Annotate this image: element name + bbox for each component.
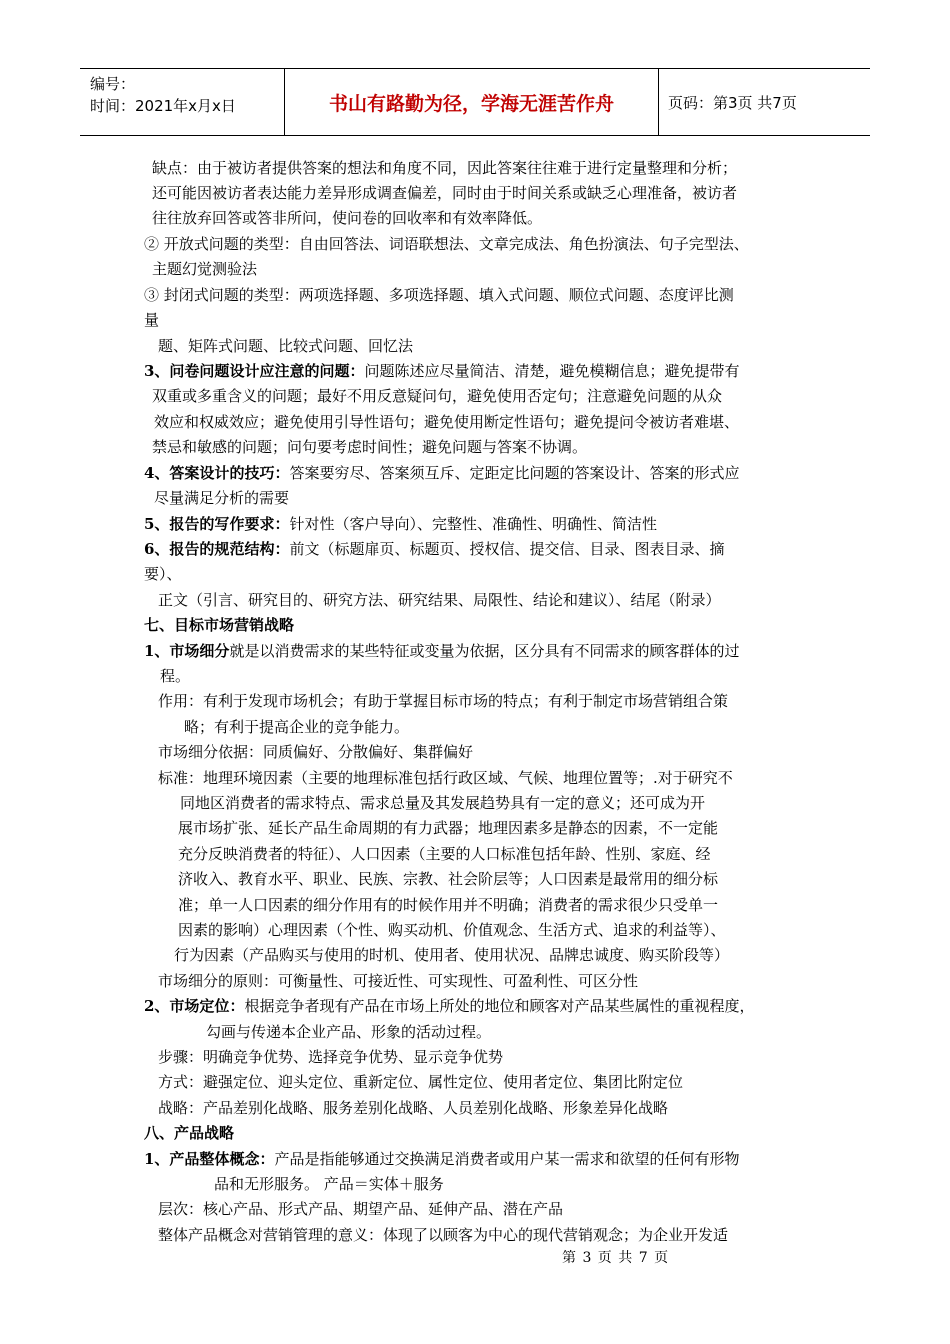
text-line <box>158 971 638 991</box>
heading-label: 八、产品战略 <box>144 1124 235 1142</box>
line-text: 行为因素（产品购买与使用的时机、使用者、使用状况、品牌忠诚度、购买阶段等） <box>174 946 730 964</box>
text-line <box>158 1225 728 1245</box>
text-line <box>158 1047 503 1067</box>
line-text: 步骤：明确竞争优势、选择竞争优势、显示竞争优势 <box>158 1048 504 1066</box>
line-text: 禁忌和敏感的问题；问句要考虑时间性；避免问题与答案不协调。 <box>152 438 588 456</box>
page-header <box>80 68 870 136</box>
line-text: 就是以消费需求的某些特征或变量为依据，区分具有不同需求的顾客群体的过 <box>229 642 740 660</box>
text-line <box>152 386 722 406</box>
text-line <box>144 996 754 1016</box>
text-line <box>144 514 657 534</box>
line-text: 略；有利于提高企业的竞争能力。 <box>184 718 410 736</box>
line-text: 问题陈述应尽量简洁、清楚，避免模糊信息；避免提带有 <box>364 362 740 380</box>
line-text: 同地区消费者的需求特点、需求总量及其发展趋势具有一定的意义；还可成为开 <box>180 794 706 812</box>
text-line <box>144 539 724 559</box>
text-line <box>152 208 542 228</box>
line-text: 正文（引言、研究目的、研究方法、研究结果、局限性、结论和建议）、结尾（附录） <box>158 591 721 609</box>
heading-label: 4、答案设计的技巧： <box>144 464 290 482</box>
text-line <box>144 463 739 483</box>
text-line <box>180 793 705 813</box>
text-line <box>174 945 729 965</box>
text-line <box>158 1199 563 1219</box>
line-text: 标准：地理环境因素（主要的地理标准包括行政区域、气候、地理位置等；.对于研究不 <box>158 769 733 787</box>
line-text: 题、矩阵式问题、比较式问题、回忆法 <box>158 337 414 355</box>
text-line <box>144 361 739 381</box>
line-text: 品和无形服务。 产品＝实体＋服务 <box>214 1175 444 1193</box>
text-line <box>214 1174 444 1194</box>
line-text: 准；单一人口因素的细分作用有的时候作用并不明确；消费者的需求很少只受单一 <box>178 896 719 914</box>
text-line <box>144 310 159 330</box>
text-line <box>144 1123 234 1143</box>
text-line <box>152 259 257 279</box>
line-text: 战略：产品差别化战略、服务差别化战略、人员差别化战略、形象差异化战略 <box>158 1099 669 1117</box>
heading-label: 七、目标市场营销战略 <box>144 616 295 634</box>
text-line <box>184 717 409 737</box>
line-text: 方式：避强定位、迎头定位、重新定位、属性定位、使用者定位、集团比附定位 <box>158 1073 684 1091</box>
date-label: 时间：2021年x月x日 <box>90 97 236 115</box>
line-text: 量 <box>144 311 160 329</box>
line-text: 往往放弃回答或答非所问，使问卷的回收率和有效率降低。 <box>152 209 543 227</box>
text-line <box>178 869 718 889</box>
text-line <box>152 183 737 203</box>
heading-label: 3、问卷问题设计应注意的问题： <box>144 362 365 380</box>
text-line <box>158 691 728 711</box>
text-line <box>158 1098 668 1118</box>
line-text: 勾画与传递本企业产品、形象的活动过程。 <box>206 1023 492 1041</box>
header-divider <box>658 69 659 135</box>
heading-label: 1、产品整体概念： <box>144 1150 275 1168</box>
line-text: 答案要穷尽、答案须互斥、定距定比问题的答案设计、答案的形式应 <box>289 464 740 482</box>
heading-label: 2、市场定位： <box>144 997 245 1015</box>
text-line <box>158 590 721 610</box>
line-text: 作用：有利于发现市场机会；有助于掌握目标市场的特点；有利于制定市场营销组合策 <box>158 692 729 710</box>
text-line <box>144 234 749 254</box>
line-text: 要）、 <box>144 565 182 583</box>
line-text: 缺点：由于被访者提供答案的想法和角度不同，因此答案往往难于进行定量整理和分析； <box>152 159 738 177</box>
text-line <box>154 488 289 508</box>
line-text: 市场细分的原则：可衡量性、可接近性、可实现性、可盈利性、可区分性 <box>158 972 639 990</box>
line-text: 层次：核心产品、形式产品、期望产品、延伸产品、潜在产品 <box>158 1200 564 1218</box>
header-meta <box>90 73 236 117</box>
text-line <box>152 158 737 178</box>
text-line <box>144 564 182 584</box>
text-line <box>178 844 711 864</box>
line-text: 针对性（客户导向）、完整性、准确性、明确性、简洁性 <box>289 515 657 533</box>
line-text: 因素的影响）心理因素（个性、购买动机、价值观念、生活方式、追求的利益等）、 <box>178 921 726 939</box>
text-line <box>160 666 190 686</box>
text-line <box>158 742 473 762</box>
text-line <box>158 336 413 356</box>
heading-label: 1、市场细分 <box>144 642 230 660</box>
line-text: 产品是指能够通过交换满足消费者或用户某一需求和欲望的任何有形物 <box>274 1150 740 1168</box>
text-line <box>178 818 718 838</box>
line-text: ② 开放式问题的类型：自由回答法、词语联想法、文章完成法、角色扮演法、句子完型法、 <box>144 235 749 253</box>
text-line <box>178 920 726 940</box>
line-text: 双重或多重含义的问题；最好不用反意疑问句，避免使用否定句；注意避免问题的从众 <box>152 387 723 405</box>
line-text: 展市场扩张、延长产品生命周期的有力武器；地理因素多是静态的因素，不一定能 <box>178 819 719 837</box>
line-text: 济收入、教育水平、职业、民族、宗教、社会阶层等；人口因素是最常用的细分标 <box>178 870 719 888</box>
text-line <box>178 895 718 915</box>
text-line <box>206 1022 491 1042</box>
heading-label: 6、报告的规范结构： <box>144 540 290 558</box>
header-page-label: 页码：第3页 共7页 <box>668 94 797 112</box>
line-text: 程。 <box>160 667 191 685</box>
text-line <box>144 615 294 635</box>
line-text: 根据竞争者现有产品在市场上所处的地位和顾客对产品某些属性的重视程度， <box>244 997 755 1015</box>
line-text: 尽量满足分析的需要 <box>154 489 290 507</box>
number-label: 编号： <box>90 75 136 93</box>
text-line <box>144 285 734 305</box>
line-text: 前文（标题扉页、标题页、授权信、提交信、目录、图表目录、摘 <box>289 540 725 558</box>
line-text: 还可能因被访者表达能力差异形成调查偏差，同时由于时间关系或缺乏心理准备，被访者 <box>152 184 738 202</box>
heading-label: 5、报告的写作要求： <box>144 515 290 533</box>
text-line <box>144 641 739 661</box>
text-line <box>158 1072 683 1092</box>
text-line <box>158 768 733 788</box>
line-text: ③ 封闭式问题的类型：两项选择题、多项选择题、填入式问题、顺位式问题、态度评比测 <box>144 286 734 304</box>
line-text: 充分反映消费者的特征）、人口因素（主要的人口标准包括年龄、性别、家庭、经 <box>178 845 711 863</box>
page-footer: 第 3 页 共 7 页 <box>562 1250 670 1266</box>
line-text: 整体产品概念对营销管理的意义：体现了以顾客为中心的现代营销观念；为企业开发适 <box>158 1226 729 1244</box>
text-line <box>152 437 587 457</box>
text-line <box>154 412 739 432</box>
header-motto: 书山有路勤为径，学海无涯苦作舟 <box>328 93 614 115</box>
line-text: 主题幻觉测验法 <box>152 260 258 278</box>
line-text: 效应和权威效应；避免使用引导性语句；避免使用断定性语句；避免提问令被访者难堪、 <box>154 413 740 431</box>
line-text: 市场细分依据：同质偏好、分散偏好、集群偏好 <box>158 743 474 761</box>
text-line <box>144 1149 739 1169</box>
